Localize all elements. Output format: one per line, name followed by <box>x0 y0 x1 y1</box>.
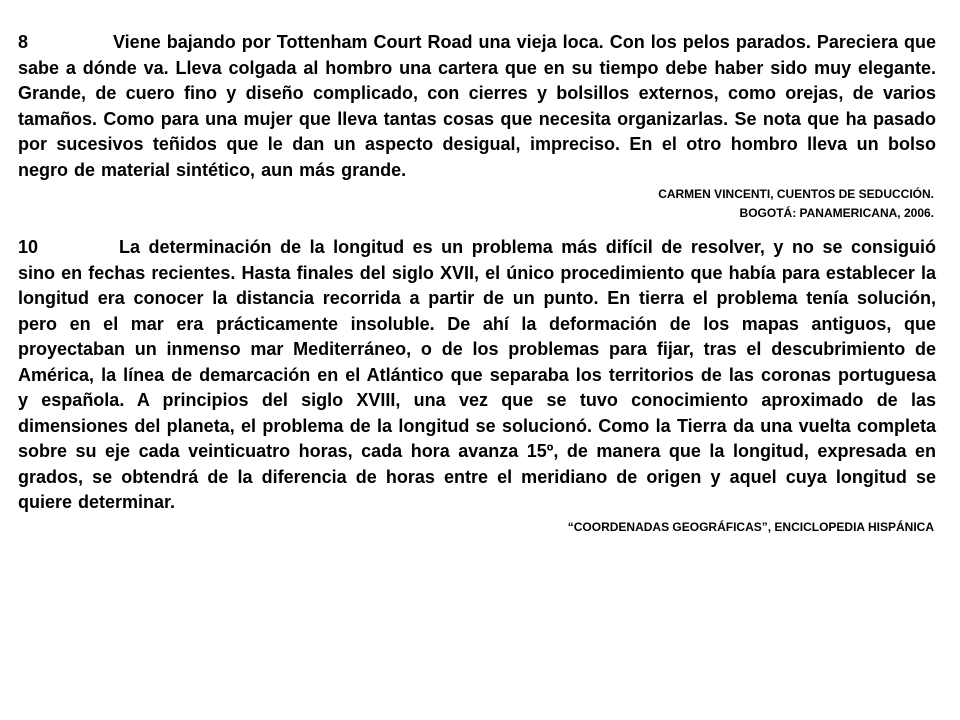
passage-10 <box>18 235 936 537</box>
passage-source <box>18 518 934 537</box>
passage-paragraph <box>18 235 936 516</box>
reading-slide <box>18 30 936 537</box>
passage-paragraph <box>18 30 936 183</box>
passage-text: La determinación de la longitud es un problema más difícil de resolver, y no se consiguió sino en fechas recientes. Hasta finales del siglo XVII, el único procedimiento que había para establecer la longitud era conocer la distancia recorrida a partir de un punto. En tierra el problema tenía solución, pero en el mar era prácticamente insoluble. De ahí la deformación de los mapas antiguos, que proyectaban un inmenso mar Mediterráneo, o de los problemas para fijar, tras el descubrimiento de América, la línea de demarcación en el Atlántico que separaba los territorios de las coronas portuguesa y española. A principios del siglo XVIII, una vez que se tuvo conocimiento aproximado de las dimensiones del planeta, el problema de la longitud se solucionó. Como la Tierra da una vuelta completa sobre su eje cada veinticuatro horas, cada hora avanza 15º, de manera que la longitud, expresada en grados, se obtendrá de la diferencia de horas entre el meridiano de origen y aquel cuya longitud se quiere determinar. <box>18 237 936 512</box>
passage-number: 10 <box>18 237 39 257</box>
passage-gap <box>18 223 936 235</box>
passage-text: Viene bajando por Tottenham Court Road una vieja loca. Con los pelos parados. Pareciera que sabe a dónde va. Lleva colgada al hombro una cartera que en su tiempo debe haber sido muy elegante. Grande, de cuero fino y diseño complicado, con cierres y bolsillos externos, como orejas, de varios tamaños. Como para una mujer que lleva tantas cosas que necesita organizarlas. Se nota que ha pasado por sucesivos teñidos que le dan un aspecto desigual, impreciso. En el otro hombro lleva un bolso negro de material sintético, aun más grande. <box>18 32 936 180</box>
passage-number: 8 <box>18 32 29 52</box>
source-line: BOGOTÁ: PANAMERICANA, 2006. <box>739 206 934 220</box>
source-line: “COORDENADAS GEOGRÁFICAS”, ENCICLOPEDIA HISPÁNICA <box>567 519 934 534</box>
passage-source <box>18 185 934 223</box>
source-line: CARMEN VINCENTI, CUENTOS DE SEDUCCIÓN. <box>658 187 934 201</box>
passage-8 <box>18 30 936 223</box>
